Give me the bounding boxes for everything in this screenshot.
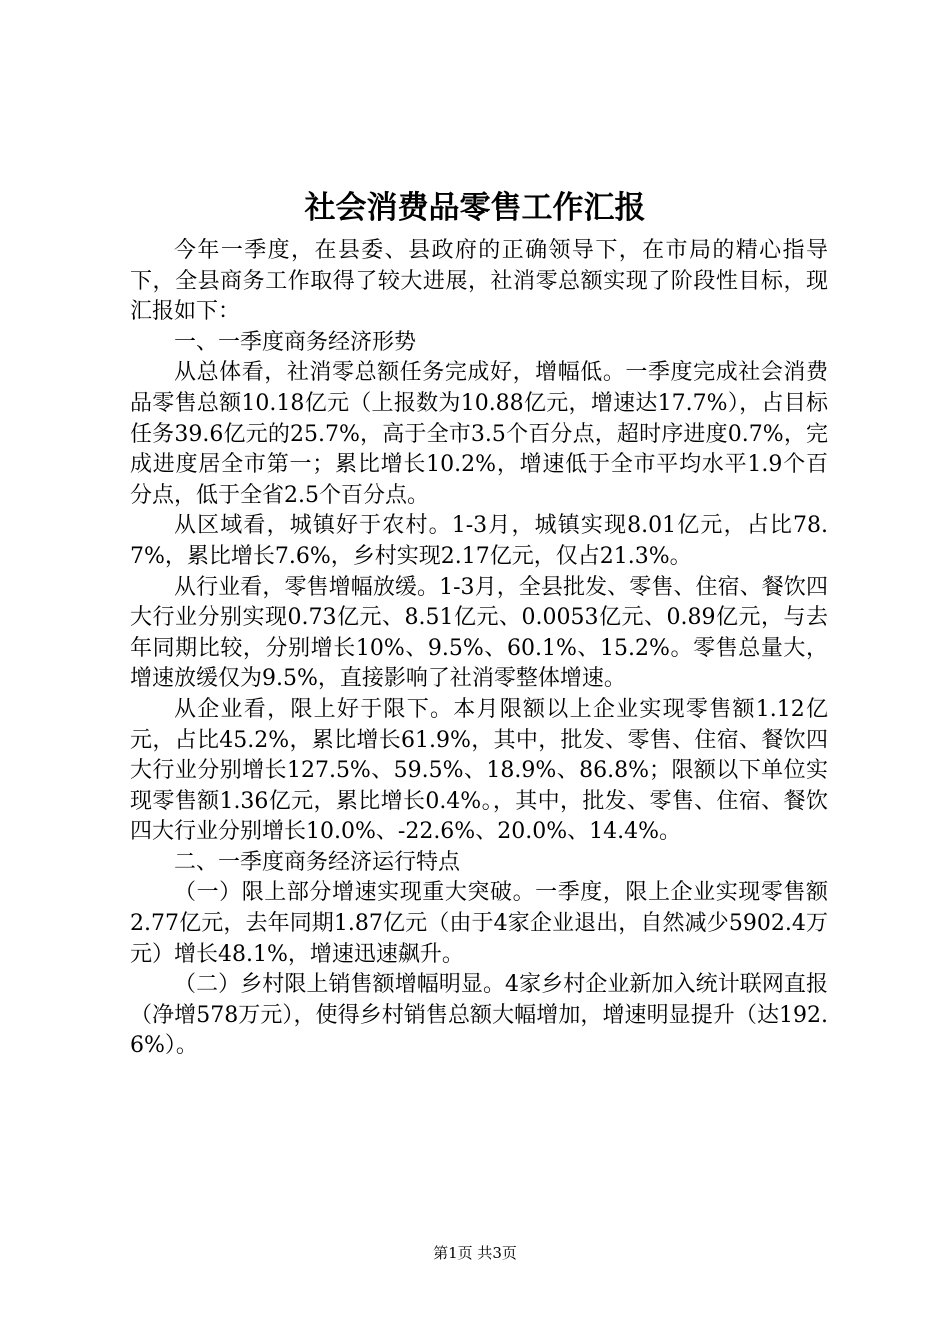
paragraph-feature-1: （一）限上部分增速实现重大突破。一季度，限上企业实现零售额2.77亿元，去年同期1.87亿元（由于4家企业退出，自然减少5902.4万元）增长48.1%，增速迅速飙升。 bbox=[130, 880, 828, 967]
page-number-footer: 第1页 共3页 bbox=[433, 1244, 517, 1262]
document-body bbox=[130, 236, 828, 1062]
section-heading-2: 二、一季度商务经济运行特点 bbox=[174, 849, 461, 875]
paragraph-industry: 从行业看，零售增幅放缓。1-3月，全县批发、零售、住宿、餐饮四大行业分别实现0.73亿元、8.51亿元、0.0053亿元、0.89亿元，与去年同期比较，分别增长10%、9.5%、60.1%、15.2%。零售总量大，增速放缓仅为9.5%，直接影响了社消零整体增速。 bbox=[130, 574, 828, 692]
paragraph-feature-2: （二）乡村限上销售额增幅明显。4家乡村企业新加入统计联网直报（净增578万元），使得乡村销售总额大幅增加，增速明显提升（达192.6%）。 bbox=[130, 972, 828, 1059]
section-heading-1: 一、一季度商务经济形势 bbox=[174, 329, 417, 355]
paragraph-intro: 今年一季度，在县委、县政府的正确领导下，在市局的精心指导下，全县商务工作取得了较大进展，社消零总额实现了阶段性目标，现汇报如下： bbox=[130, 238, 828, 325]
paragraph-overall: 从总体看，社消零总额任务完成好，增幅低。一季度完成社会消费品零售总额10.18亿元（上报数为10.88亿元，增速达17.7%），占目标任务39.6亿元的25.7%，高于全市3.5个百分点，超时序进度0.7%，完成进度居全市第一；累比增长10.2%，增速低于全市平均水平1.9个百分点，低于全省2.5个百分点。 bbox=[130, 360, 828, 508]
document-title: 社会消费品零售工作汇报 bbox=[304, 190, 646, 226]
paragraph-region: 从区域看，城镇好于农村。1-3月，城镇实现8.01亿元，占比78.7%，累比增长7.6%，乡村实现2.17亿元，仅占21.3%。 bbox=[130, 513, 828, 569]
paragraph-enterprise: 从企业看，限上好于限下。本月限额以上企业实现零售额1.12亿元，占比45.2%，累比增长61.9%，其中，批发、零售、住宿、餐饮四大行业分别增长127.5%、59.5%、18.9%、86.8%；限额以下单位实现零售额1.36亿元，累比增长0.4%。，其中，批发、零售、住宿、餐饮四大行业分别增长10.0%、-22.6%、20.0%、14.4%。 bbox=[130, 696, 828, 845]
